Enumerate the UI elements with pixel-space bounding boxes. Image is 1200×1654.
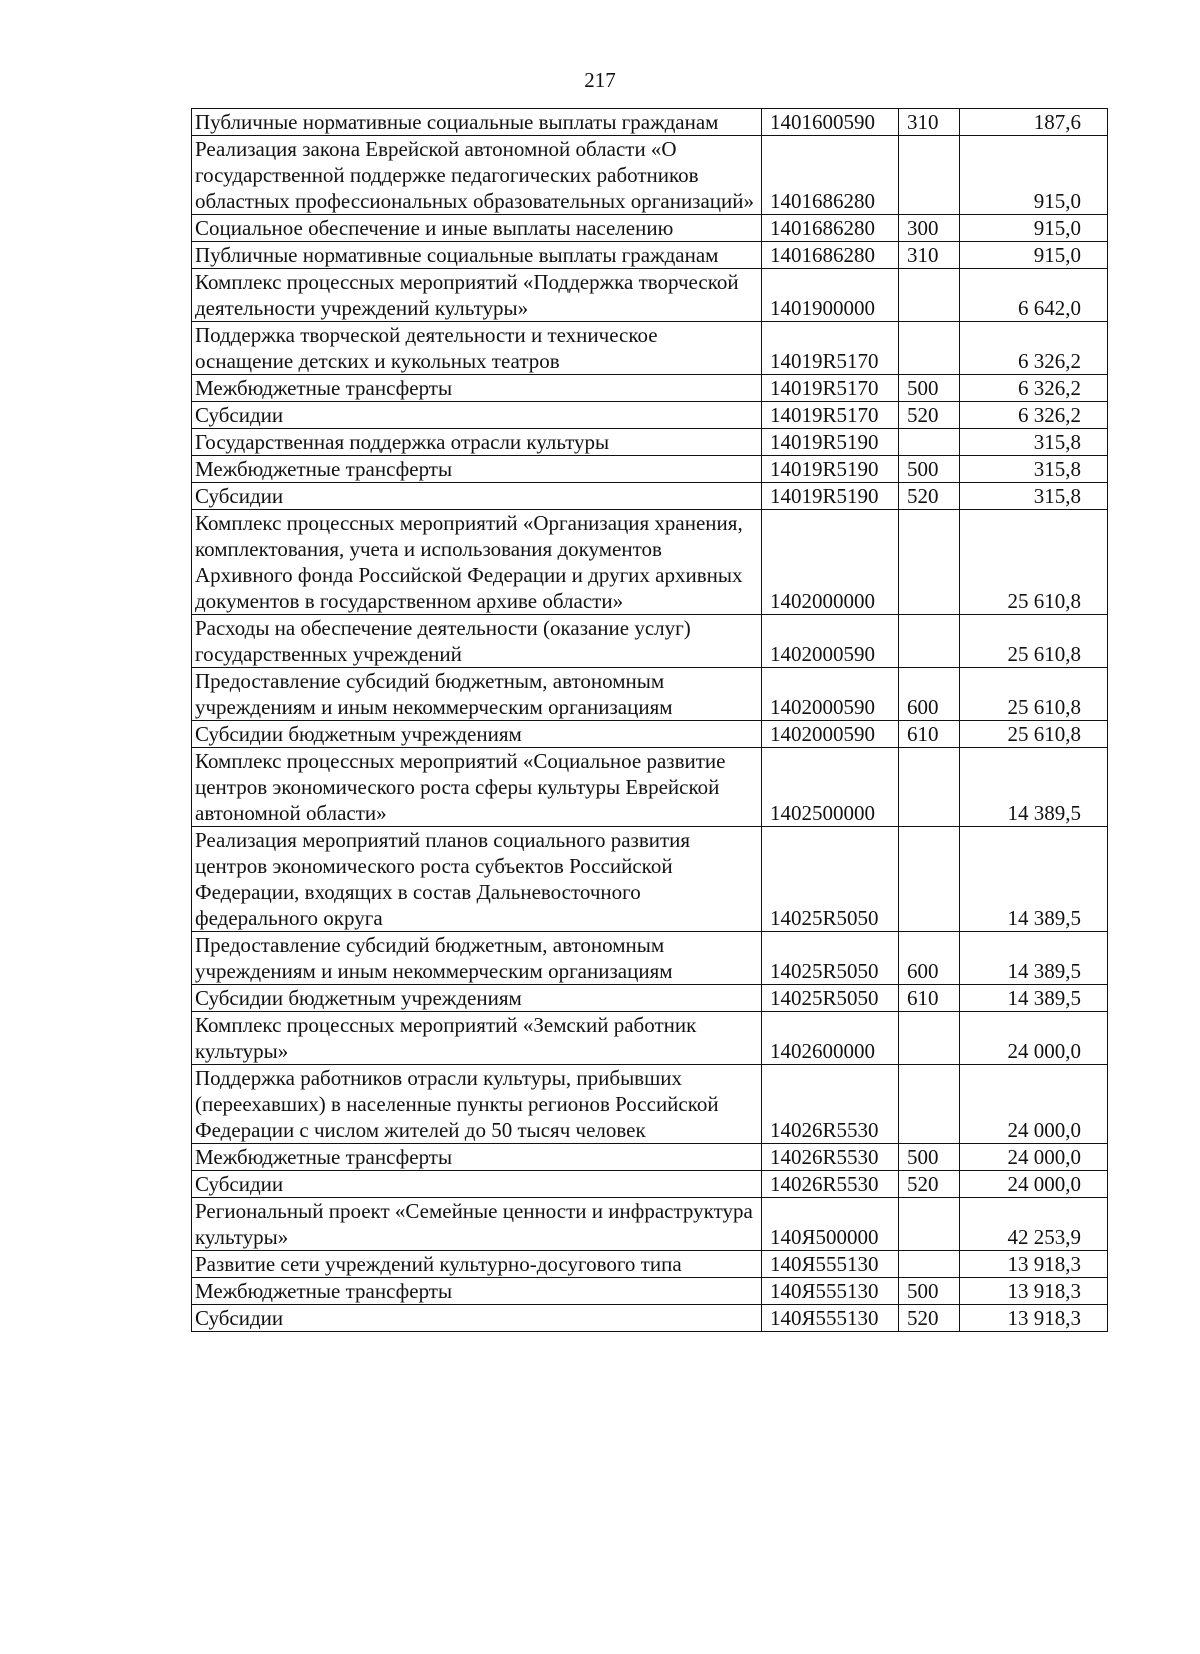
row-name-cell: Межбюджетные трансферты: [192, 1144, 762, 1171]
row-amount-cell: 14 389,5: [960, 827, 1108, 932]
row-code-cell: 1402600000: [762, 1012, 899, 1065]
table-row: [192, 1251, 1108, 1278]
row-code-cell: 14026R5530: [762, 1144, 899, 1171]
table-row: [192, 483, 1108, 510]
row-name-cell: Реализация мероприятий планов социального развития центров экономического роста субъектов Российской Федерации, входящих в состав Дальневосточного федерального округа: [192, 827, 762, 932]
row-type-cell: 500: [899, 1144, 960, 1171]
row-amount-cell: 14 389,5: [960, 748, 1108, 827]
row-amount-cell: 24 000,0: [960, 1065, 1108, 1144]
row-amount-cell: 24 000,0: [960, 1144, 1108, 1171]
row-name-cell: Государственная поддержка отрасли культуры: [192, 429, 762, 456]
row-code-cell: 14025R5050: [762, 985, 899, 1012]
row-name-cell: Субсидии бюджетным учреждениям: [192, 985, 762, 1012]
row-type-cell: [899, 322, 960, 375]
table-row: [192, 985, 1108, 1012]
row-code-cell: 140Я555130: [762, 1251, 899, 1278]
row-code-cell: 14025R5050: [762, 827, 899, 932]
row-code-cell: 140Я500000: [762, 1198, 899, 1251]
row-code-cell: 1401686280: [762, 215, 899, 242]
row-code-cell: 1402000590: [762, 615, 899, 668]
row-amount-cell: 315,8: [960, 456, 1108, 483]
row-type-cell: [899, 510, 960, 615]
row-name-cell: Межбюджетные трансферты: [192, 456, 762, 483]
row-type-cell: 520: [899, 1305, 960, 1332]
table-row: [192, 748, 1108, 827]
table-row: [192, 375, 1108, 402]
row-type-cell: [899, 748, 960, 827]
table-row: [192, 1171, 1108, 1198]
row-type-cell: 310: [899, 242, 960, 269]
row-amount-cell: 14 389,5: [960, 932, 1108, 985]
row-type-cell: 500: [899, 456, 960, 483]
row-name-cell: Предоставление субсидий бюджетным, автономным учреждениям и иным некоммерческим организациям: [192, 668, 762, 721]
budget-table: [191, 108, 1108, 1332]
row-amount-cell: 13 918,3: [960, 1305, 1108, 1332]
row-name-cell: Предоставление субсидий бюджетным, автономным учреждениям и иным некоммерческим организациям: [192, 932, 762, 985]
table-row: [192, 1278, 1108, 1305]
row-type-cell: 600: [899, 668, 960, 721]
row-code-cell: 140Я555130: [762, 1278, 899, 1305]
row-name-cell: Субсидии: [192, 1171, 762, 1198]
row-amount-cell: 13 918,3: [960, 1278, 1108, 1305]
row-amount-cell: 42 253,9: [960, 1198, 1108, 1251]
row-code-cell: 1401686280: [762, 242, 899, 269]
row-name-cell: Реализация закона Еврейской автономной области «О государственной поддержке педагогических работников областных профессиональных образовательных организаций»: [192, 136, 762, 215]
row-amount-cell: 25 610,8: [960, 721, 1108, 748]
row-type-cell: [899, 429, 960, 456]
row-amount-cell: 6 642,0: [960, 269, 1108, 322]
row-amount-cell: 915,0: [960, 215, 1108, 242]
table-row: [192, 1144, 1108, 1171]
row-type-cell: [899, 136, 960, 215]
row-code-cell: 14019R5190: [762, 429, 899, 456]
table-row: [192, 721, 1108, 748]
row-type-cell: 520: [899, 483, 960, 510]
table-row: [192, 242, 1108, 269]
row-amount-cell: 315,8: [960, 483, 1108, 510]
row-type-cell: 520: [899, 402, 960, 429]
page-number: 217: [584, 68, 616, 92]
row-type-cell: 500: [899, 375, 960, 402]
row-amount-cell: 6 326,2: [960, 322, 1108, 375]
row-amount-cell: 6 326,2: [960, 375, 1108, 402]
table-row: [192, 615, 1108, 668]
row-amount-cell: 915,0: [960, 136, 1108, 215]
table-row: [192, 1012, 1108, 1065]
row-code-cell: 140Я555130: [762, 1305, 899, 1332]
row-name-cell: Региональный проект «Семейные ценности и инфраструктура культуры»: [192, 1198, 762, 1251]
row-name-cell: Комплекс процессных мероприятий «Социальное развитие центров экономического роста сферы культуры Еврейской автономной области»: [192, 748, 762, 827]
row-name-cell: Публичные нормативные социальные выплаты гражданам: [192, 109, 762, 136]
row-name-cell: Социальное обеспечение и иные выплаты населению: [192, 215, 762, 242]
table-row: [192, 456, 1108, 483]
row-name-cell: Публичные нормативные социальные выплаты гражданам: [192, 242, 762, 269]
row-amount-cell: 915,0: [960, 242, 1108, 269]
row-type-cell: [899, 615, 960, 668]
row-code-cell: 1402000000: [762, 510, 899, 615]
row-type-cell: 300: [899, 215, 960, 242]
table-row: [192, 402, 1108, 429]
table-row: [192, 322, 1108, 375]
table-row: [192, 1065, 1108, 1144]
table-row: [192, 1198, 1108, 1251]
row-amount-cell: 14 389,5: [960, 985, 1108, 1012]
row-name-cell: Субсидии: [192, 402, 762, 429]
row-type-cell: [899, 1251, 960, 1278]
row-code-cell: 14026R5530: [762, 1065, 899, 1144]
row-name-cell: Межбюджетные трансферты: [192, 375, 762, 402]
row-amount-cell: 24 000,0: [960, 1012, 1108, 1065]
table-row: [192, 109, 1108, 136]
row-amount-cell: 13 918,3: [960, 1251, 1108, 1278]
row-type-cell: 610: [899, 985, 960, 1012]
row-name-cell: Расходы на обеспечение деятельности (оказание услуг) государственных учреждений: [192, 615, 762, 668]
row-code-cell: 1401600590: [762, 109, 899, 136]
row-name-cell: Комплекс процессных мероприятий «Организация хранения, комплектования, учета и использования документов Архивного фонда Российской Федерации и других архивных документов в государственном архиве области»: [192, 510, 762, 615]
row-code-cell: 1402000590: [762, 721, 899, 748]
row-code-cell: 14019R5190: [762, 483, 899, 510]
row-type-cell: 600: [899, 932, 960, 985]
row-name-cell: Поддержка творческой деятельности и техническое оснащение детских и кукольных театров: [192, 322, 762, 375]
row-code-cell: 14026R5530: [762, 1171, 899, 1198]
row-type-cell: [899, 827, 960, 932]
table-row: [192, 510, 1108, 615]
row-amount-cell: 25 610,8: [960, 668, 1108, 721]
row-code-cell: 14019R5170: [762, 322, 899, 375]
row-code-cell: 1401900000: [762, 269, 899, 322]
row-name-cell: Поддержка работников отрасли культуры, прибывших (переехавших) в населенные пункты регионов Российской Федерации с числом жителей до 50 тысяч человек: [192, 1065, 762, 1144]
row-type-cell: 310: [899, 109, 960, 136]
row-name-cell: Субсидии бюджетным учреждениям: [192, 721, 762, 748]
row-code-cell: 1402500000: [762, 748, 899, 827]
row-amount-cell: 24 000,0: [960, 1171, 1108, 1198]
table-row: [192, 668, 1108, 721]
row-code-cell: 1402000590: [762, 668, 899, 721]
row-name-cell: Субсидии: [192, 1305, 762, 1332]
table-row: [192, 269, 1108, 322]
row-amount-cell: 6 326,2: [960, 402, 1108, 429]
table-row: [192, 932, 1108, 985]
row-amount-cell: 25 610,8: [960, 510, 1108, 615]
row-type-cell: [899, 1198, 960, 1251]
budget-table-body: [192, 109, 1108, 1332]
row-amount-cell: 187,6: [960, 109, 1108, 136]
row-code-cell: 14019R5190: [762, 456, 899, 483]
row-code-cell: 14019R5170: [762, 402, 899, 429]
row-name-cell: Комплекс процессных мероприятий «Поддержка творческой деятельности учреждений культуры»: [192, 269, 762, 322]
row-type-cell: [899, 269, 960, 322]
row-name-cell: Развитие сети учреждений культурно-досугового типа: [192, 1251, 762, 1278]
table-row: [192, 429, 1108, 456]
row-type-cell: 500: [899, 1278, 960, 1305]
row-name-cell: Комплекс процессных мероприятий «Земский работник культуры»: [192, 1012, 762, 1065]
row-amount-cell: 25 610,8: [960, 615, 1108, 668]
row-type-cell: 610: [899, 721, 960, 748]
table-row: [192, 215, 1108, 242]
row-type-cell: [899, 1065, 960, 1144]
row-name-cell: Межбюджетные трансферты: [192, 1278, 762, 1305]
row-amount-cell: 315,8: [960, 429, 1108, 456]
row-code-cell: 14019R5170: [762, 375, 899, 402]
table-row: [192, 827, 1108, 932]
row-type-cell: [899, 1012, 960, 1065]
table-row: [192, 1305, 1108, 1332]
row-type-cell: 520: [899, 1171, 960, 1198]
row-code-cell: 14025R5050: [762, 932, 899, 985]
table-row: [192, 136, 1108, 215]
row-name-cell: Субсидии: [192, 483, 762, 510]
row-code-cell: 1401686280: [762, 136, 899, 215]
